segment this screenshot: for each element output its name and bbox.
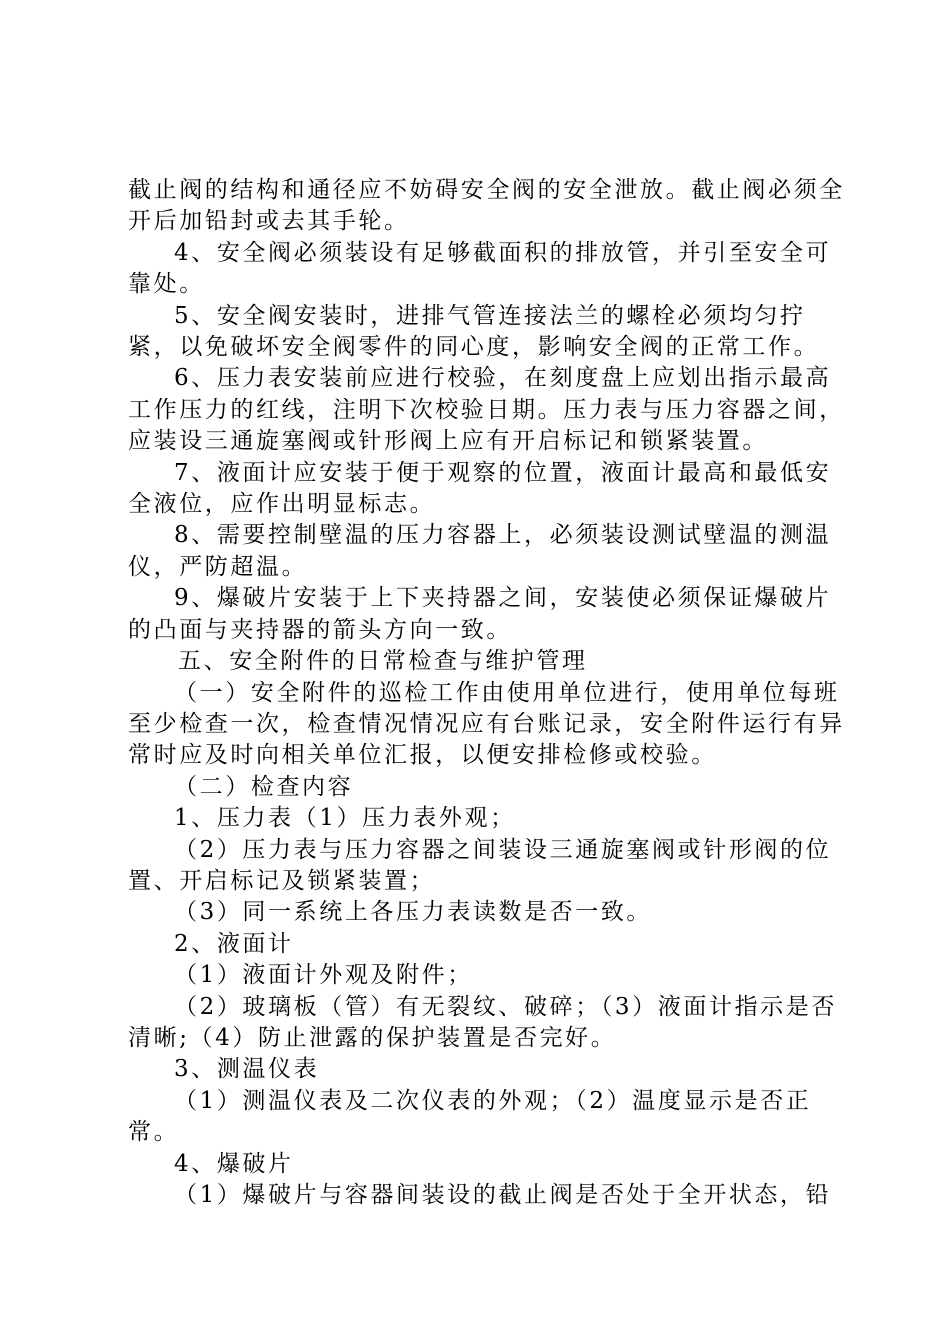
paragraph: 6、压力表安装前应进行校验，在刻度盘上应划出指示最高工作压力的红线，注明下次校验日期。压力表与压力容器之间，应装设三通旋塞阀或针形阀上应有开启标记和锁紧装置。 [128, 365, 845, 455]
paragraph: 7、液面计应安装于便于观察的位置，液面计最高和最低安全液位，应作出明显标志。 [128, 459, 832, 518]
paragraph: （1）测温仪表及二次仪表的外观；（2）温度显示是否正常。 [128, 1087, 812, 1146]
paragraph: （1）爆破片与容器间装设的截止阀是否处于全开状态，铅 [174, 1182, 832, 1208]
paragraph: 4、爆破片 [174, 1150, 294, 1177]
paragraph: （2）玻璃板（管）有无裂纹、破碎；（3）液面计指示是否清晰;（4）防止泄露的保护装置是否完好。 [128, 993, 837, 1051]
paragraph: （1）液面计外观及附件； [174, 962, 473, 989]
paragraph: （二）检查内容 [174, 773, 354, 800]
paragraph: 4、安全阀必须装设有足够截面积的排放管，并引至安全可靠处。 [128, 239, 832, 298]
paragraph: （一）安全附件的巡检工作由使用单位进行，使用单位每班至少检查一次，检查情况情况应有台账记录，安全附件运行有异常时应及时向相关单位汇报，以便安排检修或校验。 [128, 679, 845, 769]
paragraph: 5、安全阀安装时，进排气管连接法兰的螺栓必须均匀拧紧，以免破坏安全阀零件的同心度，影响安全阀的正常工作。 [128, 302, 820, 361]
paragraph: 截止阀的结构和通径应不妨碍安全阀的安全泄放。截止阀必须全开后加铅封或去其手轮。 [128, 177, 845, 235]
section-heading: 五、安全附件的日常检查与维护管理 [178, 648, 588, 675]
paragraph: （2）压力表与压力容器之间装设三通旋塞阀或针形阀的位置、开启标记及锁紧装置； [128, 836, 832, 894]
paragraph: 3、测温仪表 [174, 1056, 320, 1083]
paragraph: 1、压力表（1）压力表外观； [174, 805, 516, 832]
document-body [128, 175, 848, 1211]
paragraph: 9、爆破片安装于上下夹持器之间，安装使必须保证爆破片的凸面与夹持器的箭头方向一致。 [128, 585, 832, 643]
paragraph: 8、需要控制壁温的压力容器上，必须装设测试壁温的测温仪，严防超温。 [128, 522, 832, 580]
paragraph: 2、液面计 [174, 930, 294, 957]
paragraph: （3）同一系统上各压力表读数是否一致。 [174, 899, 653, 926]
